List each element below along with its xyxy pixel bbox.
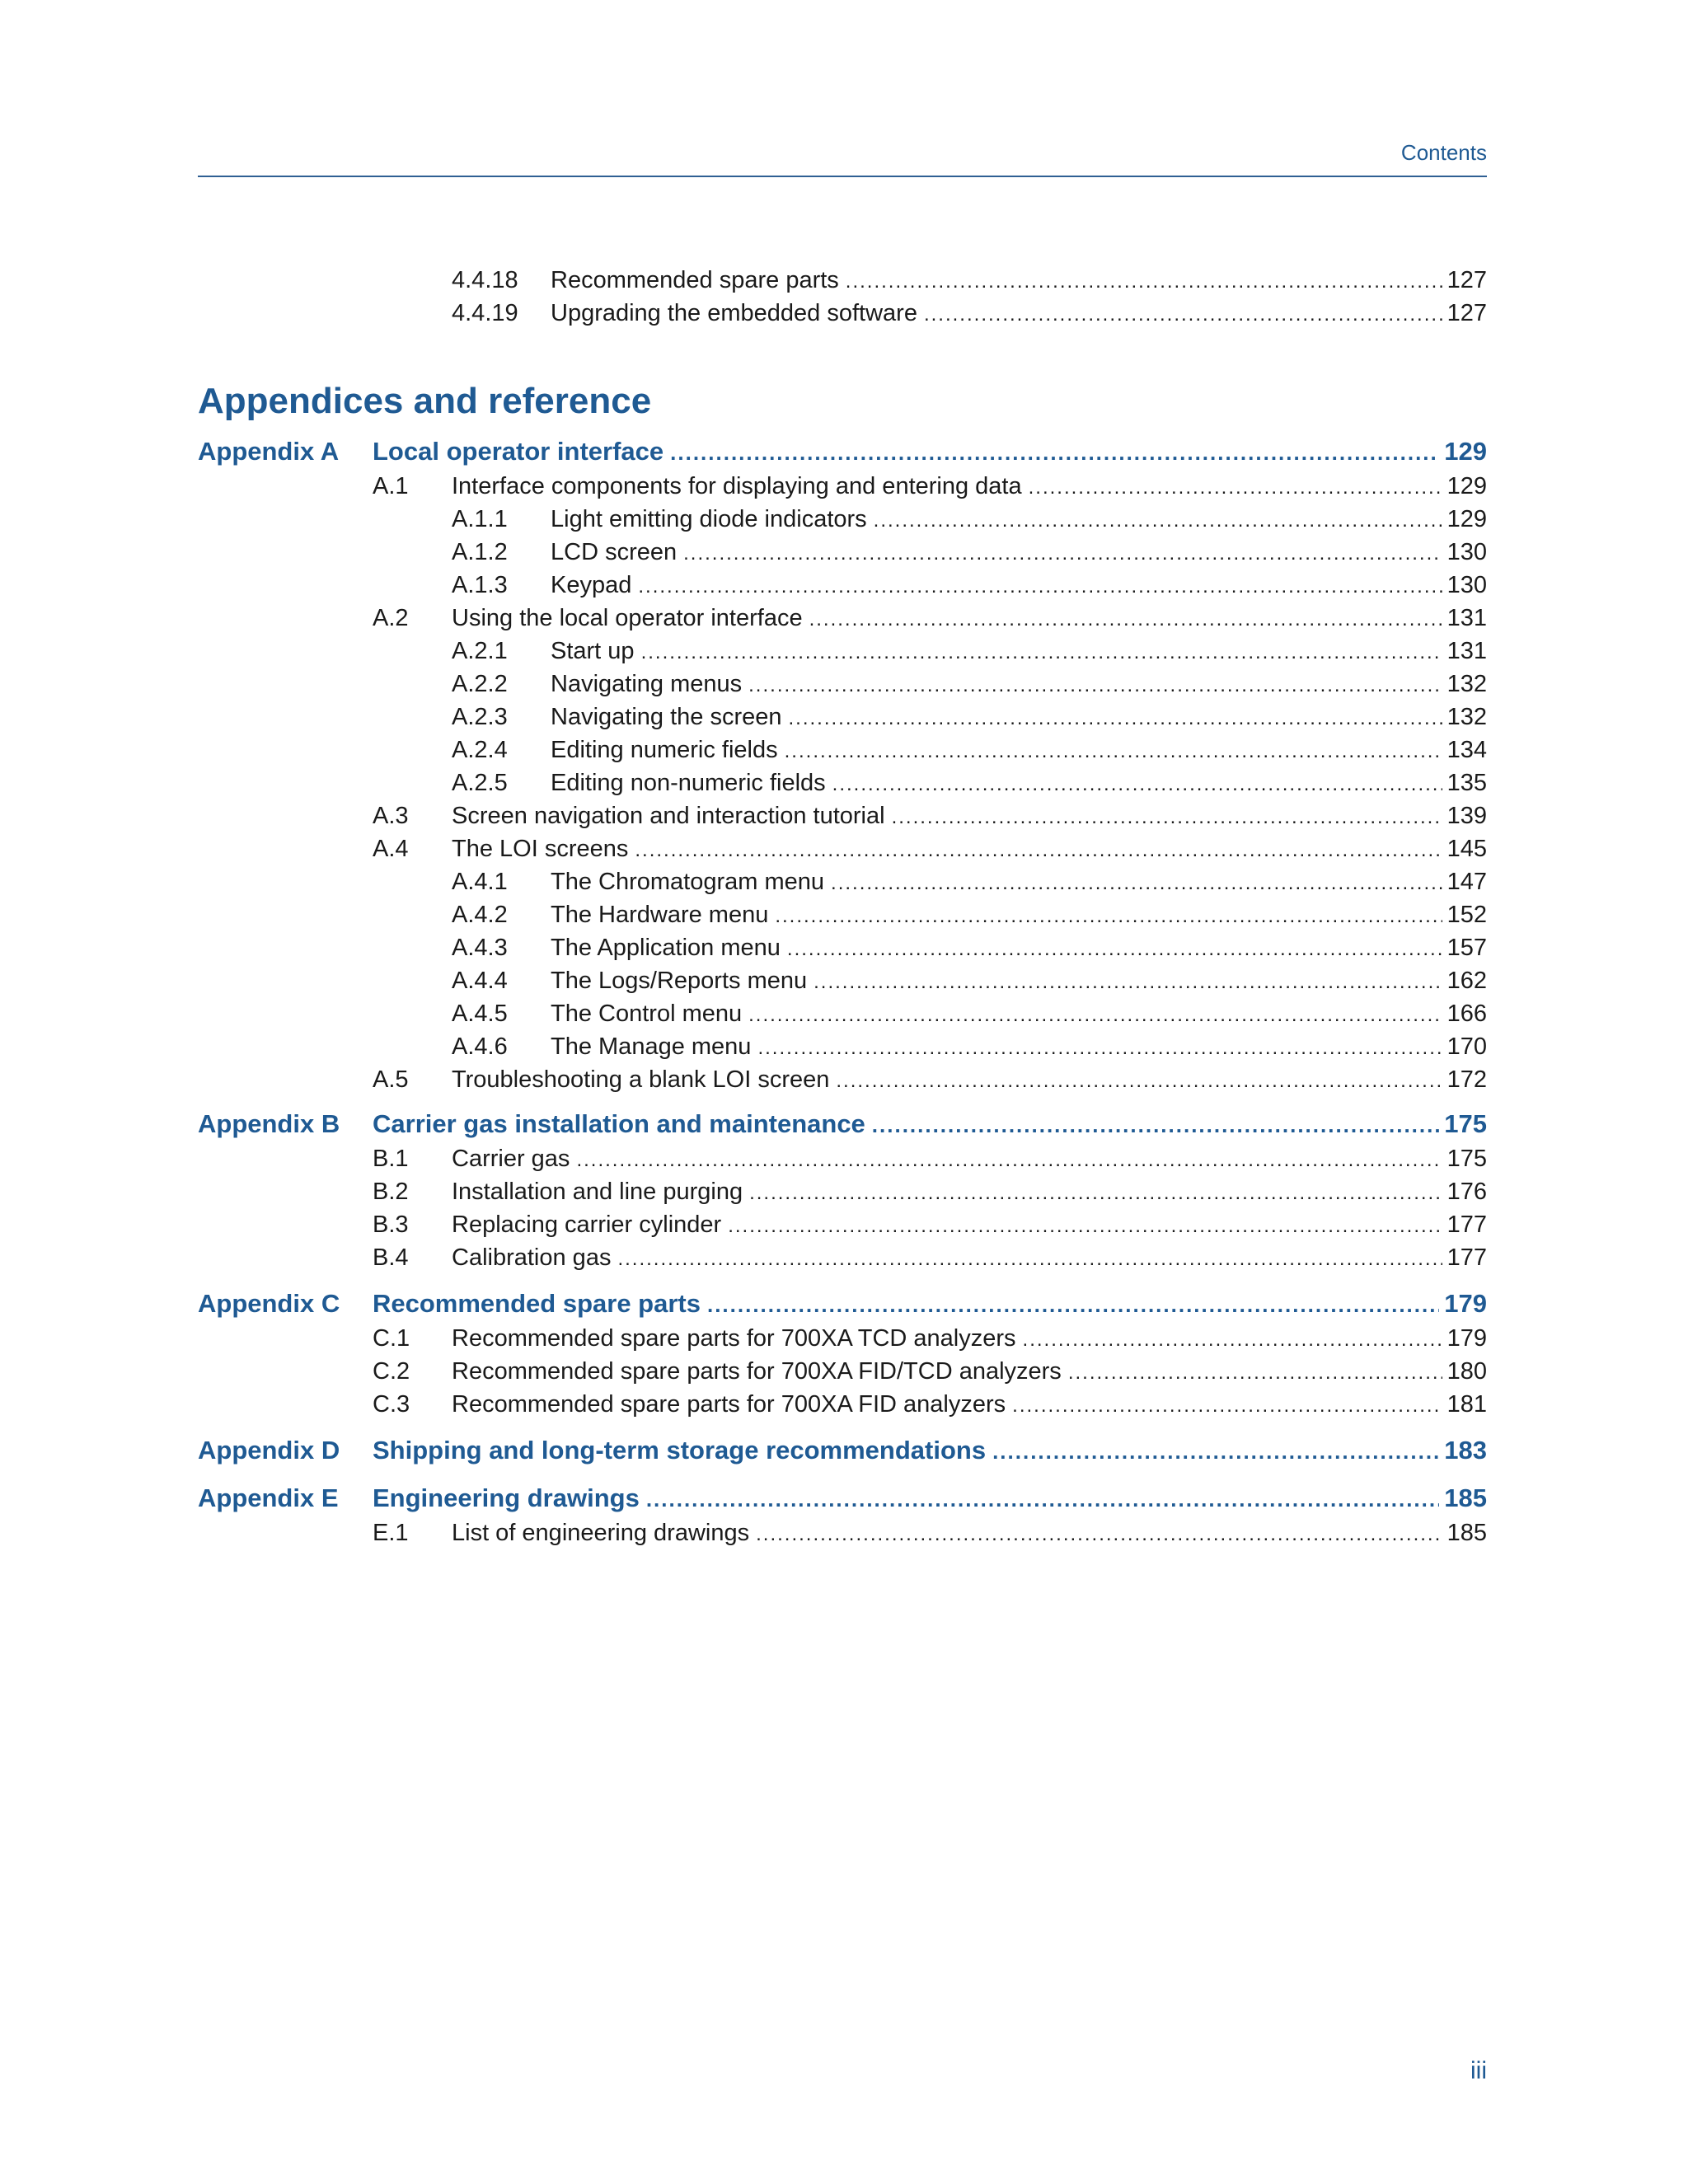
toc-entry-page: 152 xyxy=(1447,902,1487,928)
toc-entry[interactable] xyxy=(198,1518,1487,1548)
appendix-page: 175 xyxy=(1444,1109,1487,1138)
toc-entry-number: C.2 xyxy=(373,1358,410,1385)
appendix-title: Engineering drawings xyxy=(373,1483,640,1512)
dot-leader xyxy=(992,1435,1439,1468)
toc-entry[interactable] xyxy=(198,702,1487,732)
dot-leader xyxy=(1023,1325,1442,1355)
toc-entry-number: A.4.4 xyxy=(452,968,508,994)
toc-entry[interactable] xyxy=(198,298,1487,328)
toc-entry-number: B.4 xyxy=(373,1244,409,1271)
toc-entry-title: List of engineering drawings xyxy=(452,1520,750,1546)
toc-entry-title: Recommended spare parts xyxy=(551,267,839,293)
toc-entry-title: Troubleshooting a blank LOI screen xyxy=(452,1066,830,1093)
toc-entry-number: A.4.2 xyxy=(452,902,508,928)
dot-leader xyxy=(641,638,1442,668)
toc-entry-title: Screen navigation and interaction tutorial xyxy=(452,803,885,829)
toc-entry-title: Recommended spare parts for 700XA TCD analyzers xyxy=(452,1325,1016,1352)
dot-leader xyxy=(785,737,1442,766)
dot-leader xyxy=(635,836,1442,865)
toc-entry-number: A.2.1 xyxy=(452,638,508,664)
toc-entry[interactable] xyxy=(198,471,1487,501)
toc-entry-number: A.1.1 xyxy=(452,506,508,532)
toc-entry-title: Replacing carrier cylinder xyxy=(452,1212,722,1238)
toc-entry-title: Recommended spare parts for 700XA FID analyzers xyxy=(452,1391,1006,1418)
dot-leader xyxy=(892,803,1442,832)
dot-leader xyxy=(787,935,1442,964)
appendix-page: 183 xyxy=(1444,1436,1487,1465)
dot-leader xyxy=(749,1179,1442,1208)
toc-entry-page: 181 xyxy=(1447,1391,1487,1418)
appendix-page: 129 xyxy=(1444,437,1487,466)
toc-entry[interactable] xyxy=(198,999,1487,1029)
toc-entry[interactable] xyxy=(198,265,1487,295)
toc-entry-page: 177 xyxy=(1447,1244,1487,1271)
toc-entry-number: B.2 xyxy=(373,1179,409,1205)
appendix-number: Appendix B xyxy=(198,1109,340,1138)
toc-entry[interactable] xyxy=(198,1210,1487,1240)
toc-entry-page: 157 xyxy=(1447,935,1487,961)
toc-entry-page: 132 xyxy=(1447,671,1487,697)
toc-appendix-e[interactable] xyxy=(198,1482,1487,1515)
toc-entry-number: 4.4.19 xyxy=(452,300,518,326)
toc-entry-title: LCD screen xyxy=(551,539,678,565)
toc-entry[interactable] xyxy=(198,801,1487,831)
toc-entry-title: The Application menu xyxy=(551,935,781,961)
toc-entry-title: Using the local operator interface xyxy=(452,605,803,631)
dot-leader xyxy=(775,902,1442,931)
dot-leader xyxy=(1068,1358,1442,1388)
toc-entry-page: 139 xyxy=(1447,803,1487,829)
toc-appendix-a[interactable] xyxy=(198,435,1487,468)
toc-entry-page: 179 xyxy=(1447,1325,1487,1352)
dot-leader xyxy=(924,300,1442,330)
toc-entry-number: A.1.3 xyxy=(452,572,508,598)
toc-entry-page: 170 xyxy=(1447,1033,1487,1060)
toc-entry[interactable] xyxy=(198,867,1487,897)
toc-entry-title: Light emitting diode indicators xyxy=(551,506,867,532)
dot-leader xyxy=(757,1033,1442,1063)
toc-entry-page: 130 xyxy=(1447,572,1487,598)
appendix-title: Local operator interface xyxy=(373,437,664,466)
toc-entry-title: Interface components for displaying and entering data xyxy=(452,473,1022,499)
dot-leader xyxy=(748,671,1442,701)
toc-entry-title: Carrier gas xyxy=(452,1146,570,1172)
dot-leader xyxy=(872,1108,1439,1141)
dot-leader xyxy=(814,968,1442,997)
dot-leader xyxy=(748,1001,1442,1030)
toc-entry-number: A.2.5 xyxy=(452,770,508,796)
appendix-number: Appendix E xyxy=(198,1483,339,1512)
toc-entry-page: 131 xyxy=(1447,605,1487,631)
toc-entry-page: 176 xyxy=(1447,1179,1487,1205)
toc-entry-page: 135 xyxy=(1447,770,1487,796)
toc-entry-title: Editing numeric fields xyxy=(551,737,778,763)
toc-entry[interactable] xyxy=(198,1065,1487,1094)
dot-leader xyxy=(846,267,1442,297)
toc-entry[interactable] xyxy=(198,636,1487,666)
toc-entry-page: 134 xyxy=(1447,737,1487,763)
appendix-number: Appendix A xyxy=(198,437,340,466)
toc-entry[interactable] xyxy=(198,966,1487,996)
appendix-page: 179 xyxy=(1444,1289,1487,1318)
toc-entry-page: 129 xyxy=(1447,473,1487,499)
toc-entry-title: Editing non-numeric fields xyxy=(551,770,826,796)
section-title: Appendices and reference xyxy=(198,381,652,421)
toc-entry-number: A.2.4 xyxy=(452,737,508,763)
dot-leader xyxy=(683,539,1442,569)
dot-leader xyxy=(1029,473,1442,503)
toc-entry-page: 129 xyxy=(1447,506,1487,532)
dot-leader xyxy=(809,605,1442,635)
toc-entry-number: C.1 xyxy=(373,1325,410,1352)
toc-entry-page: 147 xyxy=(1447,869,1487,895)
running-header: Contents xyxy=(1400,140,1487,165)
toc-entry-number: A.4.6 xyxy=(452,1033,508,1060)
toc-entry-number: B.3 xyxy=(373,1212,409,1238)
toc-appendix-b[interactable] xyxy=(198,1108,1487,1141)
toc-entry-number: A.4.5 xyxy=(452,1001,508,1027)
toc-entry-number: E.1 xyxy=(373,1520,409,1546)
toc-entry-title: Start up xyxy=(551,638,635,664)
toc-appendix-d[interactable] xyxy=(198,1434,1487,1467)
toc-entry[interactable] xyxy=(198,1324,1487,1353)
toc-entry-title: Recommended spare parts for 700XA FID/TCD analyzers xyxy=(452,1358,1062,1385)
toc-entry-page: 162 xyxy=(1447,968,1487,994)
toc-entry-page: 177 xyxy=(1447,1212,1487,1238)
appendix-title: Shipping and long-term storage recommendations xyxy=(373,1436,987,1465)
toc-entry-number: A.4.3 xyxy=(452,935,508,961)
toc-entry[interactable] xyxy=(198,1357,1487,1386)
toc-entry-title: The Chromatogram menu xyxy=(551,869,825,895)
toc-entry-page: 185 xyxy=(1447,1520,1487,1546)
toc-entry-page: 130 xyxy=(1447,539,1487,565)
header-rule xyxy=(198,176,1487,177)
toc-entry-title: The LOI screens xyxy=(452,836,629,862)
toc-entry-number: A.1.2 xyxy=(452,539,508,565)
toc-entry-page: 131 xyxy=(1447,638,1487,664)
toc-entry[interactable] xyxy=(198,768,1487,798)
toc-entry-number: A.2.2 xyxy=(452,671,508,697)
dot-leader xyxy=(576,1146,1442,1175)
appendix-page: 185 xyxy=(1444,1483,1487,1512)
dot-leader xyxy=(874,506,1442,536)
toc-entry-title: The Control menu xyxy=(551,1001,743,1027)
toc-entry-page: 175 xyxy=(1447,1146,1487,1172)
toc-entry[interactable] xyxy=(198,1144,1487,1174)
appendix-number: Appendix D xyxy=(198,1436,340,1465)
dot-leader xyxy=(831,869,1442,898)
toc-entry[interactable] xyxy=(198,1243,1487,1272)
dot-leader xyxy=(646,1483,1439,1516)
toc-entry[interactable] xyxy=(198,537,1487,567)
toc-entry-page: 145 xyxy=(1447,836,1487,862)
appendix-number: Appendix C xyxy=(198,1289,340,1318)
dot-leader xyxy=(1012,1391,1442,1421)
toc-entry[interactable] xyxy=(198,834,1487,864)
toc-entry[interactable] xyxy=(198,1032,1487,1062)
appendix-title: Recommended spare parts xyxy=(373,1289,701,1318)
toc-entry-title: Keypad xyxy=(551,572,632,598)
toc-entry[interactable] xyxy=(198,669,1487,699)
toc-entry-number: A.3 xyxy=(373,803,409,829)
toc-entry[interactable] xyxy=(198,603,1487,633)
toc-entry[interactable] xyxy=(198,735,1487,765)
toc-entry-page: 127 xyxy=(1447,300,1487,326)
toc-entry[interactable] xyxy=(198,1390,1487,1419)
dot-leader xyxy=(832,770,1442,799)
dot-leader xyxy=(670,436,1439,469)
dot-leader xyxy=(789,704,1442,733)
toc-entry-title: The Hardware menu xyxy=(551,902,769,928)
toc-entry-number: C.3 xyxy=(373,1391,410,1418)
toc-entry-number: 4.4.18 xyxy=(452,267,518,293)
dot-leader xyxy=(728,1212,1442,1241)
dot-leader xyxy=(836,1066,1442,1096)
toc-entry-page: 166 xyxy=(1447,1001,1487,1027)
toc-appendix-c[interactable] xyxy=(198,1287,1487,1320)
toc-entry-number: B.1 xyxy=(373,1146,409,1172)
dot-leader xyxy=(638,572,1442,602)
appendix-title: Carrier gas installation and maintenance xyxy=(373,1109,865,1138)
toc-entry-page: 180 xyxy=(1447,1358,1487,1385)
toc-entry-title: Upgrading the embedded software xyxy=(551,300,917,326)
toc-entry-page: 172 xyxy=(1447,1066,1487,1093)
toc-entry[interactable] xyxy=(198,1177,1487,1207)
toc-entry-title: Installation and line purging xyxy=(452,1179,743,1205)
page-number: iii xyxy=(1470,2057,1487,2084)
toc-entry-title: The Logs/Reports menu xyxy=(551,968,808,994)
toc-entry[interactable] xyxy=(198,933,1487,963)
toc-entry-number: A.4.1 xyxy=(452,869,508,895)
toc-entry-title: The Manage menu xyxy=(551,1033,752,1060)
toc-entry-number: A.5 xyxy=(373,1066,409,1093)
dot-leader xyxy=(756,1520,1442,1549)
toc-entry-number: A.2.3 xyxy=(452,704,508,730)
toc-entry[interactable] xyxy=(198,504,1487,534)
toc-entry-number: A.2 xyxy=(373,605,409,631)
toc-entry-title: Calibration gas xyxy=(452,1244,612,1271)
dot-leader xyxy=(617,1244,1442,1274)
toc-entry-page: 132 xyxy=(1447,704,1487,730)
toc-entry-title: Navigating the screen xyxy=(551,704,782,730)
toc-entry-title: Navigating menus xyxy=(551,671,743,697)
toc-entry[interactable] xyxy=(198,570,1487,600)
toc-entry-number: A.1 xyxy=(373,473,409,499)
toc-entry[interactable] xyxy=(198,900,1487,930)
toc-entry-number: A.4 xyxy=(373,836,409,862)
dot-leader xyxy=(707,1288,1439,1321)
toc-entry-page: 127 xyxy=(1447,267,1487,293)
